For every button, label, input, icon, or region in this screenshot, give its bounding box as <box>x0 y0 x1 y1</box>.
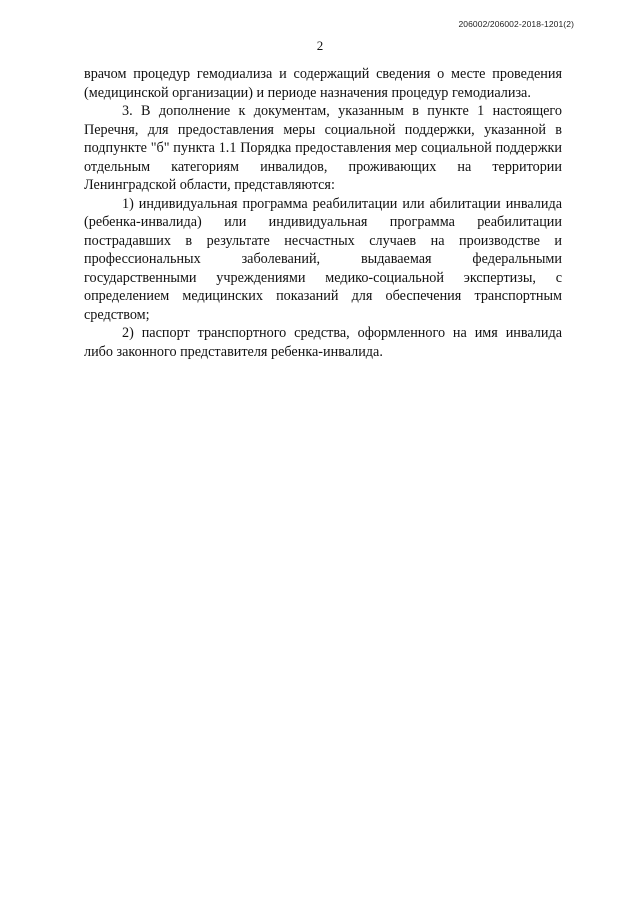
document-id: 206002/206002-2018-1201(2) <box>458 19 574 29</box>
page-number: 2 <box>316 38 324 53</box>
document-body <box>84 65 562 361</box>
paragraph-continuation: врачом процедур гемодиализа и содержащий сведения о месте проведения (медицинской организации) и периоде назначения процедур гемодиализа. <box>84 66 562 101</box>
paragraph-item-3: 3. В дополнение к документам, указанным в пункте 1 настоящего Перечня, для предоставления меры социальной поддержки, указанной в подпункте "б" пункта 1.1 Порядка предоставления мер социальной поддержки отдельным категориям инвалидов, проживающих на территории Ленинградской области, представляются: <box>84 103 562 193</box>
paragraph-subitem-1: 1) индивидуальная программа реабилитации или абилитации инвалида (ребенка-инвалида) или индивидуальная программа реабилитации пострадавших в результате несчастных случаев на производстве и профессиональных заболеваний, выдаваемая федеральными государственными учреждениями медико-социальной экспертизы, с определением медицинских показаний для обеспечения транспортным средством; <box>84 195 562 323</box>
paragraph-subitem-2: 2) паспорт транспортного средства, оформленного на имя инвалида либо законного представителя ребенка-инвалида. <box>84 325 562 360</box>
